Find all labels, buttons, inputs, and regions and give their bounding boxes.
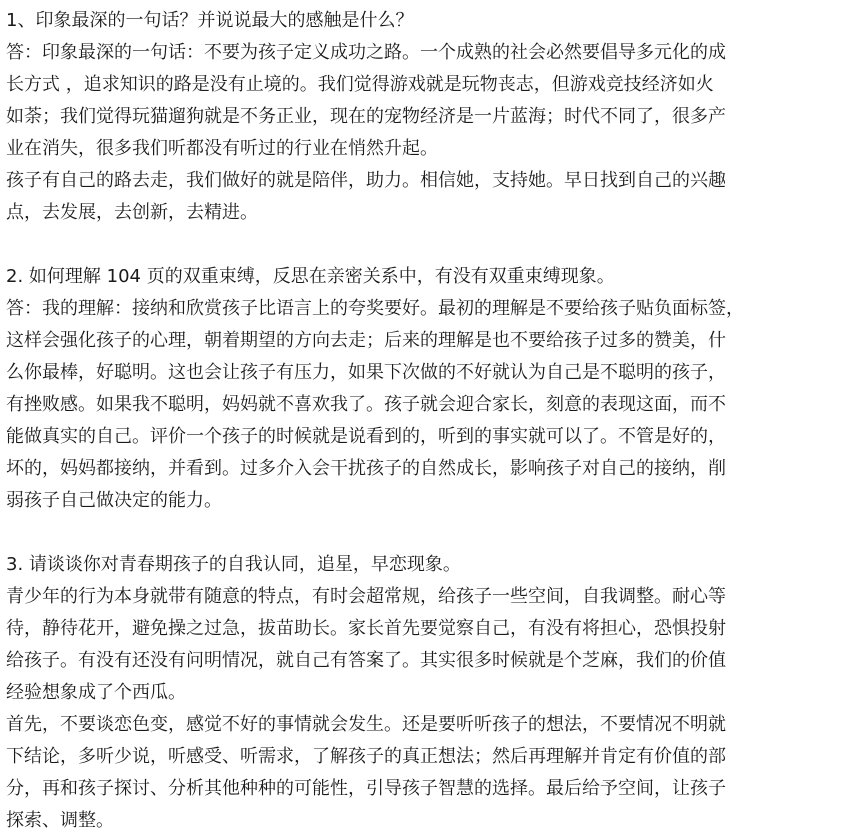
section-3 [6, 549, 858, 837]
answer-1-line: 如荼；我们觉得玩猫遛狗就是不务正业，现在的宠物经济是一片蓝海；时代不同了，很多产 [6, 106, 726, 127]
answer-1-line: 答：印象最深的一句话：不要为孩子定义成功之路。一个成熟的社会必然要倡导多元化的成 [6, 42, 726, 63]
section-2 [6, 261, 858, 517]
answer-1-line: 孩子有自己的路去走，我们做好的就是陪伴，助力。相信她，支持她。早日找到自己的兴趣 [6, 170, 726, 191]
answer-1-line: 长方式 ，追求知识的路是没有止境的。我们觉得游戏就是玩物丧志，但游戏竞技经济如火 [6, 74, 714, 95]
question-2-heading: 2. 如何理解 104 页的双重束缚，反思在亲密关系中，有没有双重束缚现象。 [6, 266, 615, 287]
answer-2-line: 答：我的理解：接纳和欣赏孩子比语言上的夸奖要好。最初的理解是不要给孩子贴负面标签， [6, 298, 744, 319]
answer-2-line: 有挫败感。如果我不聪明，妈妈就不喜欢我了。孩子就会迎合家长，刻意的表现这面，而不 [6, 394, 726, 415]
answer-3-line: 分，再和孩子探讨、分析其他种种的可能性，引导孩子智慧的选择。最后给予空间，让孩子 [6, 778, 726, 799]
answer-3-line: 首先，不要谈恋色变，感觉不好的事情就会发生。还是要听听孩子的想法，不要情况不明就 [6, 714, 726, 735]
answer-1-line: 业在消失，很多我们听都没有听过的行业在悄然升起。 [6, 138, 438, 159]
document-body [6, 5, 858, 837]
answer-3-line: 下结论，多听少说，听感受、听需求，了解孩子的真正想法；然后再理解并肯定有价值的部 [6, 746, 726, 767]
paragraph-gap [6, 517, 858, 549]
answer-2-line: 这样会强化孩子的心理，朝着期望的方向去走；后来的理解是也不要给孩子过多的赞美，什 [6, 330, 726, 351]
answer-3-line: 待，静待花开，避免操之过急，拔苗助长。家长首先要觉察自己，有没有将担心，恐惧投射 [6, 618, 726, 639]
answer-1-line: 点，去发展，去创新，去精进。 [6, 202, 258, 223]
answer-3-line: 给孩子。有没有还没有问明情况，就自己有答案了。其实很多时候就是个芝麻，我们的价值 [6, 650, 726, 671]
answer-3-line: 探索、调整。 [6, 810, 114, 831]
answer-2-line: 坏的，妈妈都接纳，并看到。过多介入会干扰孩子的自然成长，影响孩子对自己的接纳，削 [6, 458, 726, 479]
question-3-heading: 3. 请谈谈你对青春期孩子的自我认同，追星，早恋现象。 [6, 554, 461, 575]
answer-2-line: 弱孩子自己做决定的能力。 [6, 490, 222, 511]
answer-2-line: 么你最棒，好聪明。这也会让孩子有压力，如果下次做的不好就认为自己是不聪明的孩子， [6, 362, 726, 383]
answer-3-line: 经验想象成了个西瓜。 [6, 682, 186, 703]
answer-3-line: 青少年的行为本身就带有随意的特点，有时会超常规，给孩子一些空间，自我调整。耐心等 [6, 586, 726, 607]
paragraph-gap [6, 229, 858, 261]
question-1-heading: 1、印象最深的一句话？并说说最大的感触是什么？ [6, 10, 414, 31]
section-1 [6, 5, 858, 229]
answer-2-line: 能做真实的自己。评价一个孩子的时候就是说看到的，听到的事实就可以了。不管是好的， [6, 426, 726, 447]
